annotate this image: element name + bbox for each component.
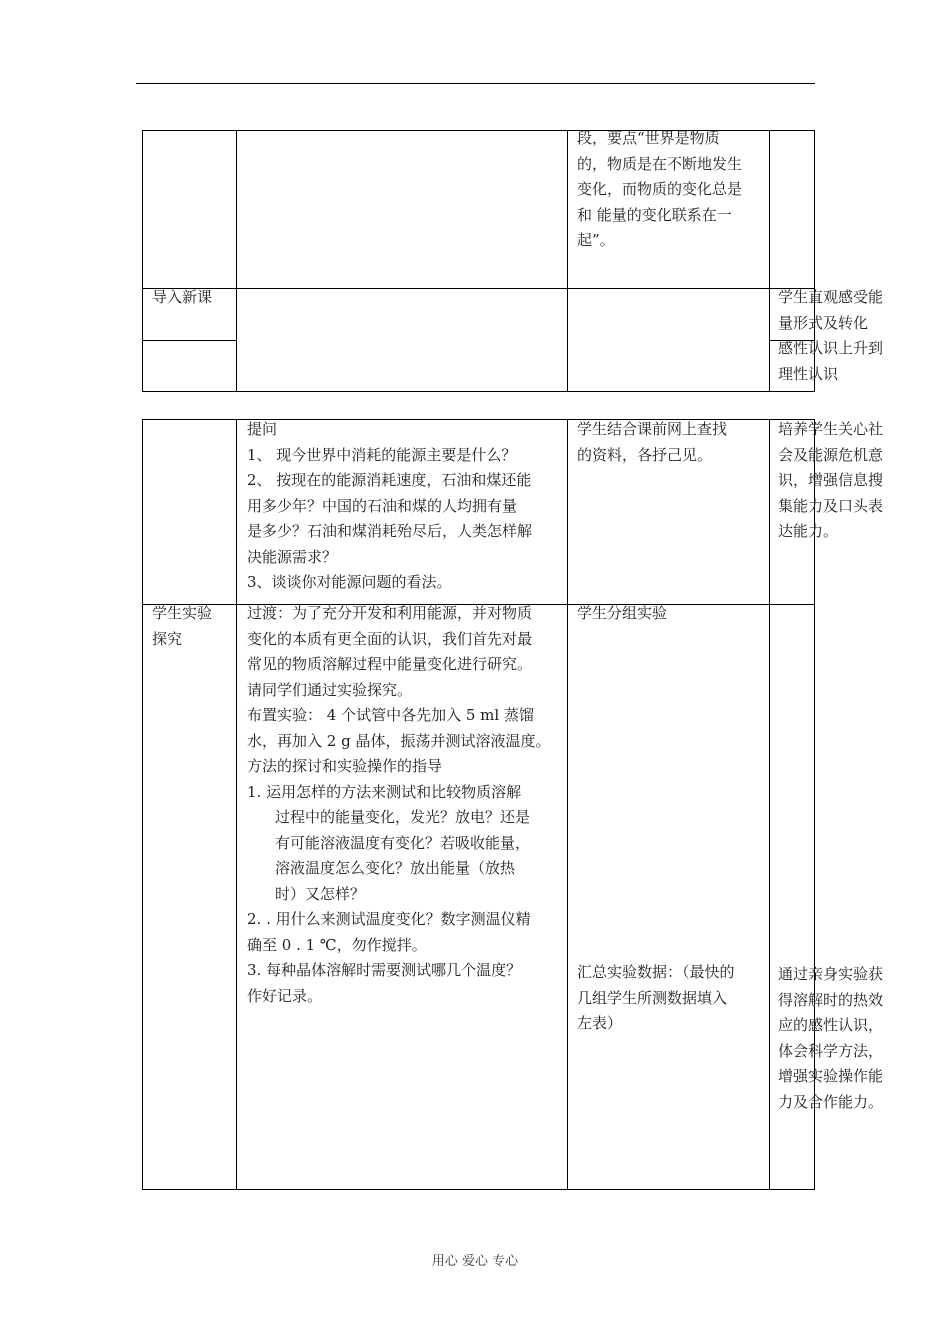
text-line: 提问 <box>247 420 278 438</box>
row-label-intro: 导入新课 <box>152 288 213 306</box>
teacher-activity-questions <box>247 417 532 596</box>
text-line: 探究 <box>152 629 183 648</box>
text-line: 的资料，各抒己见。 <box>577 445 713 464</box>
text-line: 段，要点“世界是物质 <box>577 129 720 147</box>
text-line: 常见的物质溶解过程中能量变化进行研究。 <box>247 655 533 673</box>
design-purpose-1 <box>778 417 883 545</box>
teacher-activity-experiment <box>247 601 550 1009</box>
text-line: 体会科学方法， <box>778 1041 884 1060</box>
text-line: 2、 按现在的能源消耗速度，石油和煤还能 <box>247 471 532 489</box>
text-line: 得溶解时的热效 <box>778 990 884 1009</box>
text-line: 水，再加入 2 g 晶体，振荡并测试溶液温度。 <box>247 731 551 750</box>
text-line: 起”。 <box>577 231 615 249</box>
text-line: 学生结合课前网上查找 <box>577 420 728 438</box>
text-line: 学生实验 <box>152 604 213 622</box>
text-line: 培养学生关心社 <box>778 420 884 438</box>
text-line: 1、 现今世界中消耗的能源主要是什么？ <box>247 445 517 464</box>
text-line: 感性认识上升到 <box>778 339 884 357</box>
row-label-experiment <box>152 601 212 652</box>
text-line: 3. 每种晶体溶解时需要测试哪几个温度？ <box>247 961 522 979</box>
text-line: 时）又怎样？ <box>275 884 366 903</box>
text-line: 是多少？石油和煤消耗殆尽后，人类怎样解 <box>247 522 533 540</box>
student-activity-data-summary <box>577 960 735 1037</box>
text-line: 通过亲身实验获 <box>778 965 884 983</box>
text-line: 增强实验操作能 <box>778 1067 884 1085</box>
text-line: 确至 0 . 1 ℃，勿作搅拌。 <box>247 935 427 954</box>
table-1-col3-text <box>577 126 742 254</box>
student-activity-discussion <box>577 417 727 468</box>
text-line: 方法的探讨和实验操作的指导 <box>247 757 443 775</box>
text-line: 3、谈谈你对能源问题的看法。 <box>247 573 452 591</box>
text-line: 量形式及转化 <box>778 313 869 332</box>
text-line: 变化的本质有更全面的认识，我们首先对最 <box>247 629 533 648</box>
text-line: 决能源需求？ <box>247 547 338 566</box>
text-line: 溶液温度怎么变化？放出能量（放热 <box>275 859 516 877</box>
header-rule <box>136 83 815 84</box>
text-line: 应的感性认识， <box>778 1016 884 1034</box>
student-activity-group-experiment: 学生分组实验 <box>577 604 668 622</box>
text-line: 几组学生所测数据填入 <box>577 988 728 1007</box>
text-line: 1. 运用怎样的方法来测试和比较物质溶解 <box>247 782 522 801</box>
text-line: 有可能溶液温度有变化？若吸收能量， <box>275 833 531 852</box>
text-line: 集能力及口头表 <box>778 496 884 515</box>
text-line: 请同学们通过实验探究。 <box>247 680 413 699</box>
text-line: 过程中的能量变化，发光？放电？还是 <box>275 808 531 826</box>
text-line: 作好记录。 <box>247 986 323 1005</box>
text-line: 达能力。 <box>778 522 839 540</box>
text-line: 变化，而物质的变化总是 <box>577 180 743 198</box>
text-line: 理性认识 <box>778 364 839 383</box>
text-line: 2. . 用什么来测试温度变化？数字测温仪精 <box>247 910 531 928</box>
text-line: 会及能源危机意 <box>778 445 884 464</box>
page-footer: 用心 爱心 专心 <box>431 1254 519 1269</box>
text-line: 的，物质是在不断地发生 <box>577 154 743 173</box>
text-line: 力及合作能力。 <box>778 1092 884 1111</box>
text-line: 布置实验： 4 个试管中各先加入 5 ml 蒸馏 <box>247 706 534 724</box>
text-line: 学生直观感受能 <box>778 288 884 306</box>
design-purpose-2 <box>778 962 883 1115</box>
text-line: 汇总实验数据：（最快的 <box>577 963 735 981</box>
text-line: 过渡：为了充分开发和利用能源，并对物质 <box>247 604 533 622</box>
text-line: 用多少年？中国的石油和煤的人均拥有量 <box>247 496 518 515</box>
text-line: 左表） <box>577 1014 623 1032</box>
text-line: 识，增强信息搜 <box>778 471 884 489</box>
table-1-right-note <box>778 285 883 387</box>
text-line: 和 能量的变化联系在一 <box>577 205 732 224</box>
